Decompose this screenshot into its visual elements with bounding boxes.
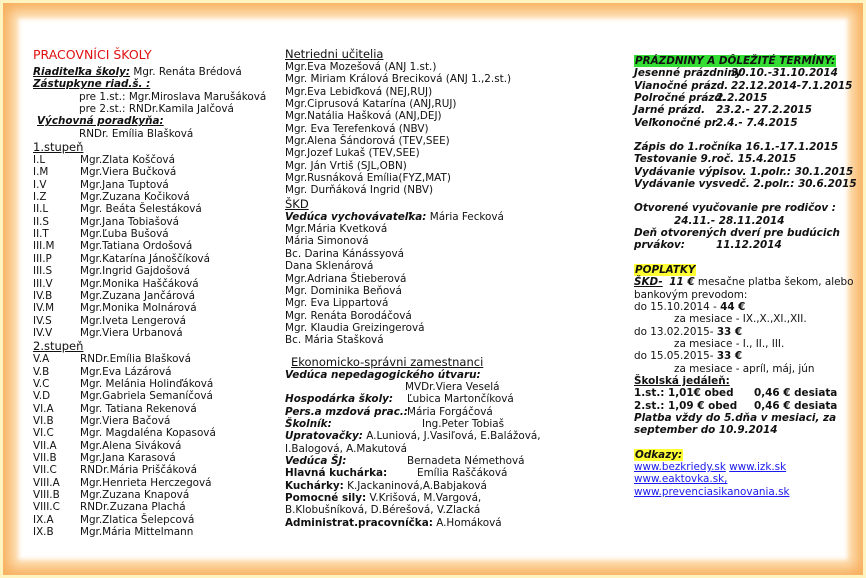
eco-head-name: MVDr.Viera Veselá: [405, 380, 500, 393]
teacher-name: Mgr.Viera Bačová: [80, 414, 171, 427]
class-code: IV.M: [33, 302, 55, 315]
holidays-list: [634, 67, 857, 129]
holiday-row: [634, 80, 857, 92]
list-item: Mgr.Natália Hašková (ANJ,DEJ): [285, 110, 442, 123]
term-row: [634, 178, 857, 190]
class-code: I.V: [33, 178, 47, 191]
skd-head-label: Vedúca vychovávateľka:: [285, 210, 427, 223]
class-code: IV.S: [33, 314, 52, 327]
skd-list: [285, 223, 541, 346]
term-label: Testovanie 9.roč.: [634, 153, 735, 166]
teacher-name: Mgr.Jana Karasová: [80, 451, 176, 464]
deputy-label: Zástupkyne riad.š. :: [33, 78, 151, 91]
fee-until: do 13.02.2015-: [634, 325, 717, 338]
link-bezkriedy[interactable]: www.bezkriedy.sk: [634, 460, 726, 473]
term-label: Vydávanie vysvedč. 2.polr.:: [634, 178, 795, 191]
canteen-snack: 0,46 € desiata: [754, 387, 838, 400]
deputy-2: pre 2.st.: RNDr.Kamila Jalčová: [79, 103, 234, 116]
class-code: III.M: [33, 240, 55, 253]
open-day-label-2: prvákov:: [634, 239, 685, 252]
info-column: [634, 55, 857, 498]
class-row: [33, 353, 266, 365]
class-code: IV.B: [33, 289, 53, 302]
holidays-header: PRÁZDNINY A DÔLEŽITÉ TERMÍNY:: [635, 55, 836, 67]
fees-skd-label: ŠKD-: [634, 276, 663, 289]
teacher-name: Mgr.Tatiana Ordošová: [80, 240, 193, 253]
class-row: [33, 191, 266, 203]
counselor-name: RNDr. Emília Blašková: [79, 127, 194, 140]
teacher-name: Mgr.Zuzana Jančárová: [80, 289, 195, 302]
fees-skd-amount: 11 €: [669, 276, 695, 289]
list-item: Mgr. Durňáková Ingrid (NBV): [285, 184, 434, 197]
list-item: Mgr. Miriam Králová Breciková (ANJ 1.,2.st.): [285, 73, 512, 86]
list-item: Mgr. Eva Lippartová: [285, 297, 389, 310]
stage2-list: [33, 353, 266, 538]
teacher-name: Mgr.Zuzana Kočiková: [80, 191, 190, 204]
class-code: II.S: [33, 215, 50, 228]
teacher-name: Mgr. Melánia Holinďáková: [80, 377, 214, 390]
open-lessons-label: Otvorené vyučovanie pre rodičov :: [634, 202, 836, 215]
janitor-label: Školník:: [285, 417, 332, 430]
payment-note-2: september do 10.9.2014: [634, 424, 778, 437]
class-row: [33, 427, 266, 439]
stage1-list: [33, 154, 266, 339]
class-code: IV.V: [33, 326, 53, 339]
holiday-row: [634, 92, 857, 104]
class-row: [33, 514, 266, 526]
teacher-name: Mgr.Zlata Koščová: [80, 154, 175, 167]
teacher-name: Mgr.Mária Mittelmann: [80, 526, 194, 539]
chief-cook-name: Emília Raščáková: [417, 467, 508, 480]
fee-until: do 15.10.2014 -: [634, 300, 721, 313]
term-row: [634, 153, 857, 165]
teacher-name: Mgr.Zlatica Šelepcová: [80, 513, 195, 526]
list-item: Mgr.Eva Mozešová (ANJ 1.st.): [285, 61, 437, 73]
canteen-lunch: 1,09 € obed: [668, 399, 738, 412]
list-item: Mgr. Renáta Borodáčová: [285, 309, 412, 322]
class-code: V.B: [33, 365, 50, 378]
class-row: [33, 378, 266, 390]
page-title: PRACOVNÍCI ŠKOLY: [33, 47, 152, 62]
term-value: 30.1.2015: [794, 165, 854, 178]
director-name: Mgr. Renáta Brédová: [133, 66, 242, 78]
class-code: VIII.A: [33, 476, 60, 489]
class-row: [33, 440, 266, 452]
teacher-name: Mgr.Jana Tuptová: [80, 178, 169, 191]
holiday-label: Jesenné prázdniny: [634, 67, 742, 80]
helpers-names-2: B.Klobušníková, D.Bérešová, V.Zlacká: [285, 504, 481, 517]
open-day-label: Deň otvorených dverí pre budúcich: [634, 227, 840, 240]
list-item: Mgr.Mária Kvetková: [285, 223, 388, 236]
payment-note: Platba vždy do 5.dňa v mesiaci, za: [634, 411, 837, 424]
class-code: VI.C: [33, 427, 54, 440]
term-row: [634, 141, 857, 153]
list-item: Mgr. Klaudia Greizingerová: [285, 321, 425, 334]
class-code: III.S: [33, 265, 53, 278]
class-row: [33, 179, 266, 191]
fee-amount: 33 €: [716, 325, 743, 338]
holiday-value: 2.4.- 7.4.2015: [716, 116, 798, 129]
holiday-value: 2.2.2015: [716, 92, 768, 105]
class-code: I.M: [33, 166, 49, 179]
fee-note: za mesiace - IX.,X.,XI.,XII.: [674, 313, 807, 326]
class-code: VIII.B: [33, 489, 60, 501]
teacher-name: Mgr.Monika Molnárová: [80, 302, 197, 315]
class-code: VII.C: [33, 464, 57, 477]
teacher-name: Mgr.Iveta Lengerová: [80, 314, 187, 327]
helpers-names: V.Krišová, M.Vargová,: [369, 492, 482, 504]
cooks-label: Kuchárky:: [285, 479, 344, 492]
teacher-name: Mgr.Viera Bučková: [80, 166, 177, 179]
class-row: [33, 526, 266, 538]
open-lessons-value: 24.11.- 28.11.2014: [674, 214, 785, 227]
list-item: Mgr. Ján Vrtiš (SJL,OBN): [285, 159, 407, 172]
nonclass-list: [285, 61, 541, 197]
list-item: Mgr. Dominika Beňová: [285, 284, 402, 297]
class-code: VIII.C: [33, 501, 60, 514]
holiday-label: Polročné prázd.: [634, 92, 726, 105]
class-code: VI.A: [33, 402, 54, 415]
list-item: Mgr.Rusnáková Emília(FYZ,MAT): [285, 172, 451, 185]
admin-name: A.Homáková: [436, 516, 502, 529]
class-row: [33, 253, 266, 265]
term-label: Vydávanie výpisov. 1.polr.:: [634, 165, 792, 178]
holiday-label: Jarné prázd.: [634, 104, 706, 117]
teacher-name: RNDr.Emília Blašková: [80, 353, 191, 366]
teacher-name: Mgr. Beáta Šelestáková: [80, 203, 202, 216]
fee-amount: 33 €: [716, 350, 743, 363]
list-item: Mgr.Jozef Lukaš (TEV,SEE): [285, 147, 420, 160]
terms-list: [634, 141, 857, 190]
holiday-value: 30.10.-31.10.2014: [731, 67, 838, 80]
stage2-header: 2.stupeň: [33, 339, 84, 354]
hosp-label: Hospodárka školy:: [285, 393, 394, 406]
list-item: Mgr.Ciprusová Katarína (ANJ,RUJ): [285, 98, 457, 111]
pers-label: Pers.a mzdová prac.:: [285, 405, 408, 418]
term-value: 30.6.2015: [798, 178, 857, 191]
class-code: IX.B: [33, 526, 54, 539]
fees-header: POPLATKY: [635, 263, 696, 276]
teacher-name: Mgr.Gabriela Semaníčová: [80, 390, 213, 403]
fee-note: za mesiace - I., II., III.: [674, 337, 785, 350]
class-code: V.A: [33, 353, 50, 366]
teacher-name: Mgr.Ingrid Gajdošová: [80, 265, 191, 278]
class-code: III.P: [33, 252, 52, 265]
class-row: [33, 390, 266, 402]
canteen-label: 1.st.:: [634, 387, 665, 400]
class-code: V.D: [33, 390, 51, 403]
staff-column: [33, 47, 266, 538]
list-item: Mgr.Adriana Štieberová: [285, 272, 407, 285]
class-code: IX.A: [33, 513, 54, 526]
canteen-header: Školská jedáleň:: [634, 374, 730, 387]
teacher-name: Mgr.Katarína Jánoščíková: [80, 252, 210, 265]
link-prevencia[interactable]: www.prevenciasikanovania.sk: [634, 485, 790, 498]
skd-header: ŠKD: [285, 196, 309, 211]
list-item: Bc. Darina Kánássyová: [285, 247, 405, 260]
class-row: [33, 501, 266, 513]
holiday-row: [634, 117, 857, 129]
teacher-name: Mgr. Tatiana Rekenová: [80, 402, 197, 415]
class-code: II.T: [33, 228, 49, 241]
class-code: I.L: [33, 154, 46, 167]
deputy-1: pre 1.st.: Mgr.Miroslava Marušáková: [79, 90, 267, 103]
holiday-row: [634, 67, 857, 79]
class-row: [33, 278, 266, 290]
fee-row: [634, 350, 857, 362]
class-row: [33, 154, 266, 166]
cooks-names: K.Jackaninová,A.Babjaková: [347, 479, 487, 492]
class-row: [33, 464, 266, 476]
canteen-row: [634, 400, 857, 412]
class-code: III.V: [33, 277, 53, 290]
class-row: [33, 489, 266, 501]
helpers-label: Pomocné sily:: [285, 492, 367, 504]
class-row: [33, 452, 266, 464]
pers-name: Mária Forgáčová: [407, 405, 493, 418]
class-code: VII.B: [33, 451, 57, 464]
teacher-name: Mgr.Henrieta Herczegová: [80, 476, 212, 489]
canteen-list: [634, 387, 857, 412]
teacher-name: Mgr.Monika Haščáková: [80, 277, 199, 290]
fee-row: [634, 301, 857, 313]
hosp-name: Ľubica Martončíková: [407, 393, 514, 406]
class-code: II.L: [33, 203, 49, 216]
class-row: [33, 477, 266, 489]
canteen-head-name: Bernadeta Némethová: [407, 454, 525, 467]
list-item: Mgr. Eva Terefenková (NBV): [285, 122, 429, 135]
fees-skd-text-2: bankovým prevodom:: [634, 288, 748, 301]
class-row: [33, 228, 266, 240]
list-item: Bc. Mária Stašková: [285, 334, 384, 347]
teacher-name: RNDr.Zuzana Plachá: [80, 501, 186, 514]
stage1-header: 1.stupeň: [33, 140, 84, 155]
holiday-label: Vianočné prázd.: [634, 79, 729, 92]
class-row: [33, 415, 266, 427]
teacher-name: Mgr.Zuzana Knapová: [80, 489, 190, 501]
term-value: 15.4.2015: [737, 153, 797, 166]
skd-head-name: Mária Fecková: [429, 210, 504, 223]
class-row: [33, 240, 266, 252]
teacher-name: RNDr.Mária Priščáková: [80, 464, 198, 477]
term-value: 16.1.-17.1.2015: [745, 141, 839, 154]
fee-until: do 15.05.2015-: [634, 350, 717, 363]
eco-head-label: Vedúca nepedagogického útvaru:: [285, 368, 481, 381]
admin-label: Administrat.pracovníčka:: [285, 516, 433, 529]
class-row: [33, 403, 266, 415]
class-row: [33, 265, 266, 277]
class-row: [33, 315, 266, 327]
holiday-value: 22.12.2014-7.1.2015: [731, 79, 853, 92]
class-row: [33, 327, 266, 339]
director-label: Riaditeľka školy:: [33, 66, 131, 78]
class-row: [33, 216, 266, 228]
link-izk[interactable]: www.izk.sk: [729, 460, 787, 473]
holiday-value: 23.2.- 27.2.2015: [716, 104, 813, 117]
fee-rows: [634, 301, 857, 375]
teacher-name: Mgr.Alena Siváková: [80, 439, 182, 452]
teacher-name: Mgr.Viera Urbanová: [80, 326, 183, 339]
class-code: VI.B: [33, 414, 54, 427]
cleaners-names: A.Luniová, J.Vasiľová, E.Balážová,: [366, 430, 541, 443]
term-row: [634, 166, 857, 178]
cleaners-names-2: I.Balogová, A.Makutová: [285, 442, 407, 455]
fee-amount: 44 €: [720, 300, 746, 313]
counselor-label: Výchovná poradkyňa:: [37, 115, 164, 128]
list-item: Dana Sklenárová: [285, 260, 374, 273]
nonclass-column: [285, 47, 541, 529]
canteen-label: 2.st.:: [634, 399, 665, 412]
canteen-row: [634, 387, 857, 399]
fees-skd-text: mesačne platba šekom, alebo: [694, 276, 854, 289]
class-row: [33, 203, 266, 215]
link-eaktovka[interactable]: www.eaktovka.sk,: [634, 473, 728, 486]
list-item: Mgr.Eva Lebiďková (NEJ,RUJ): [285, 85, 433, 98]
class-code: VII.A: [33, 439, 57, 452]
holiday-label: Veľkonočné pr.: [634, 116, 720, 129]
chief-cook-label: Hlavná kuchárka:: [285, 467, 388, 480]
list-item: Mgr.Alena Šándorová (TEV,SEE): [285, 135, 450, 148]
class-code: I.Z: [33, 191, 47, 204]
canteen-snack: 0,46 € desiata: [754, 399, 838, 412]
eco-header: Ekonomicko-správni zamestnanci: [291, 354, 484, 369]
class-row: [33, 302, 266, 314]
class-code: V.C: [33, 377, 50, 390]
open-day-value: 11.12.2014: [716, 239, 782, 252]
holiday-row: [634, 104, 857, 116]
teacher-name: Mgr. Magdaléna Kopasová: [80, 427, 216, 440]
class-row: [33, 166, 266, 178]
links-header: Odkazy:: [635, 448, 683, 461]
canteen-lunch: 1,01€ obed: [668, 387, 734, 400]
canteen-head-label: Vedúca ŠJ:: [285, 454, 347, 467]
term-label: Zápis do 1.ročníka: [634, 141, 743, 154]
class-row: [33, 366, 266, 378]
teacher-name: Mgr.Ľuba Bušová: [80, 228, 169, 241]
teacher-name: Mgr.Eva Lázárová: [80, 365, 172, 378]
list-item: Mária Simonová: [285, 235, 369, 248]
teacher-name: Mgr.Jana Tobiašová: [80, 215, 179, 228]
fee-note: za mesiace - apríl, máj, jún: [674, 362, 815, 375]
janitor-name: Ing.Peter Tobiaš: [422, 417, 505, 430]
class-row: [33, 290, 266, 302]
nonclass-header: Netriedni učitelia: [285, 47, 384, 61]
fee-row: [634, 326, 857, 338]
cleaners-label: Upratovačky:: [285, 430, 363, 443]
